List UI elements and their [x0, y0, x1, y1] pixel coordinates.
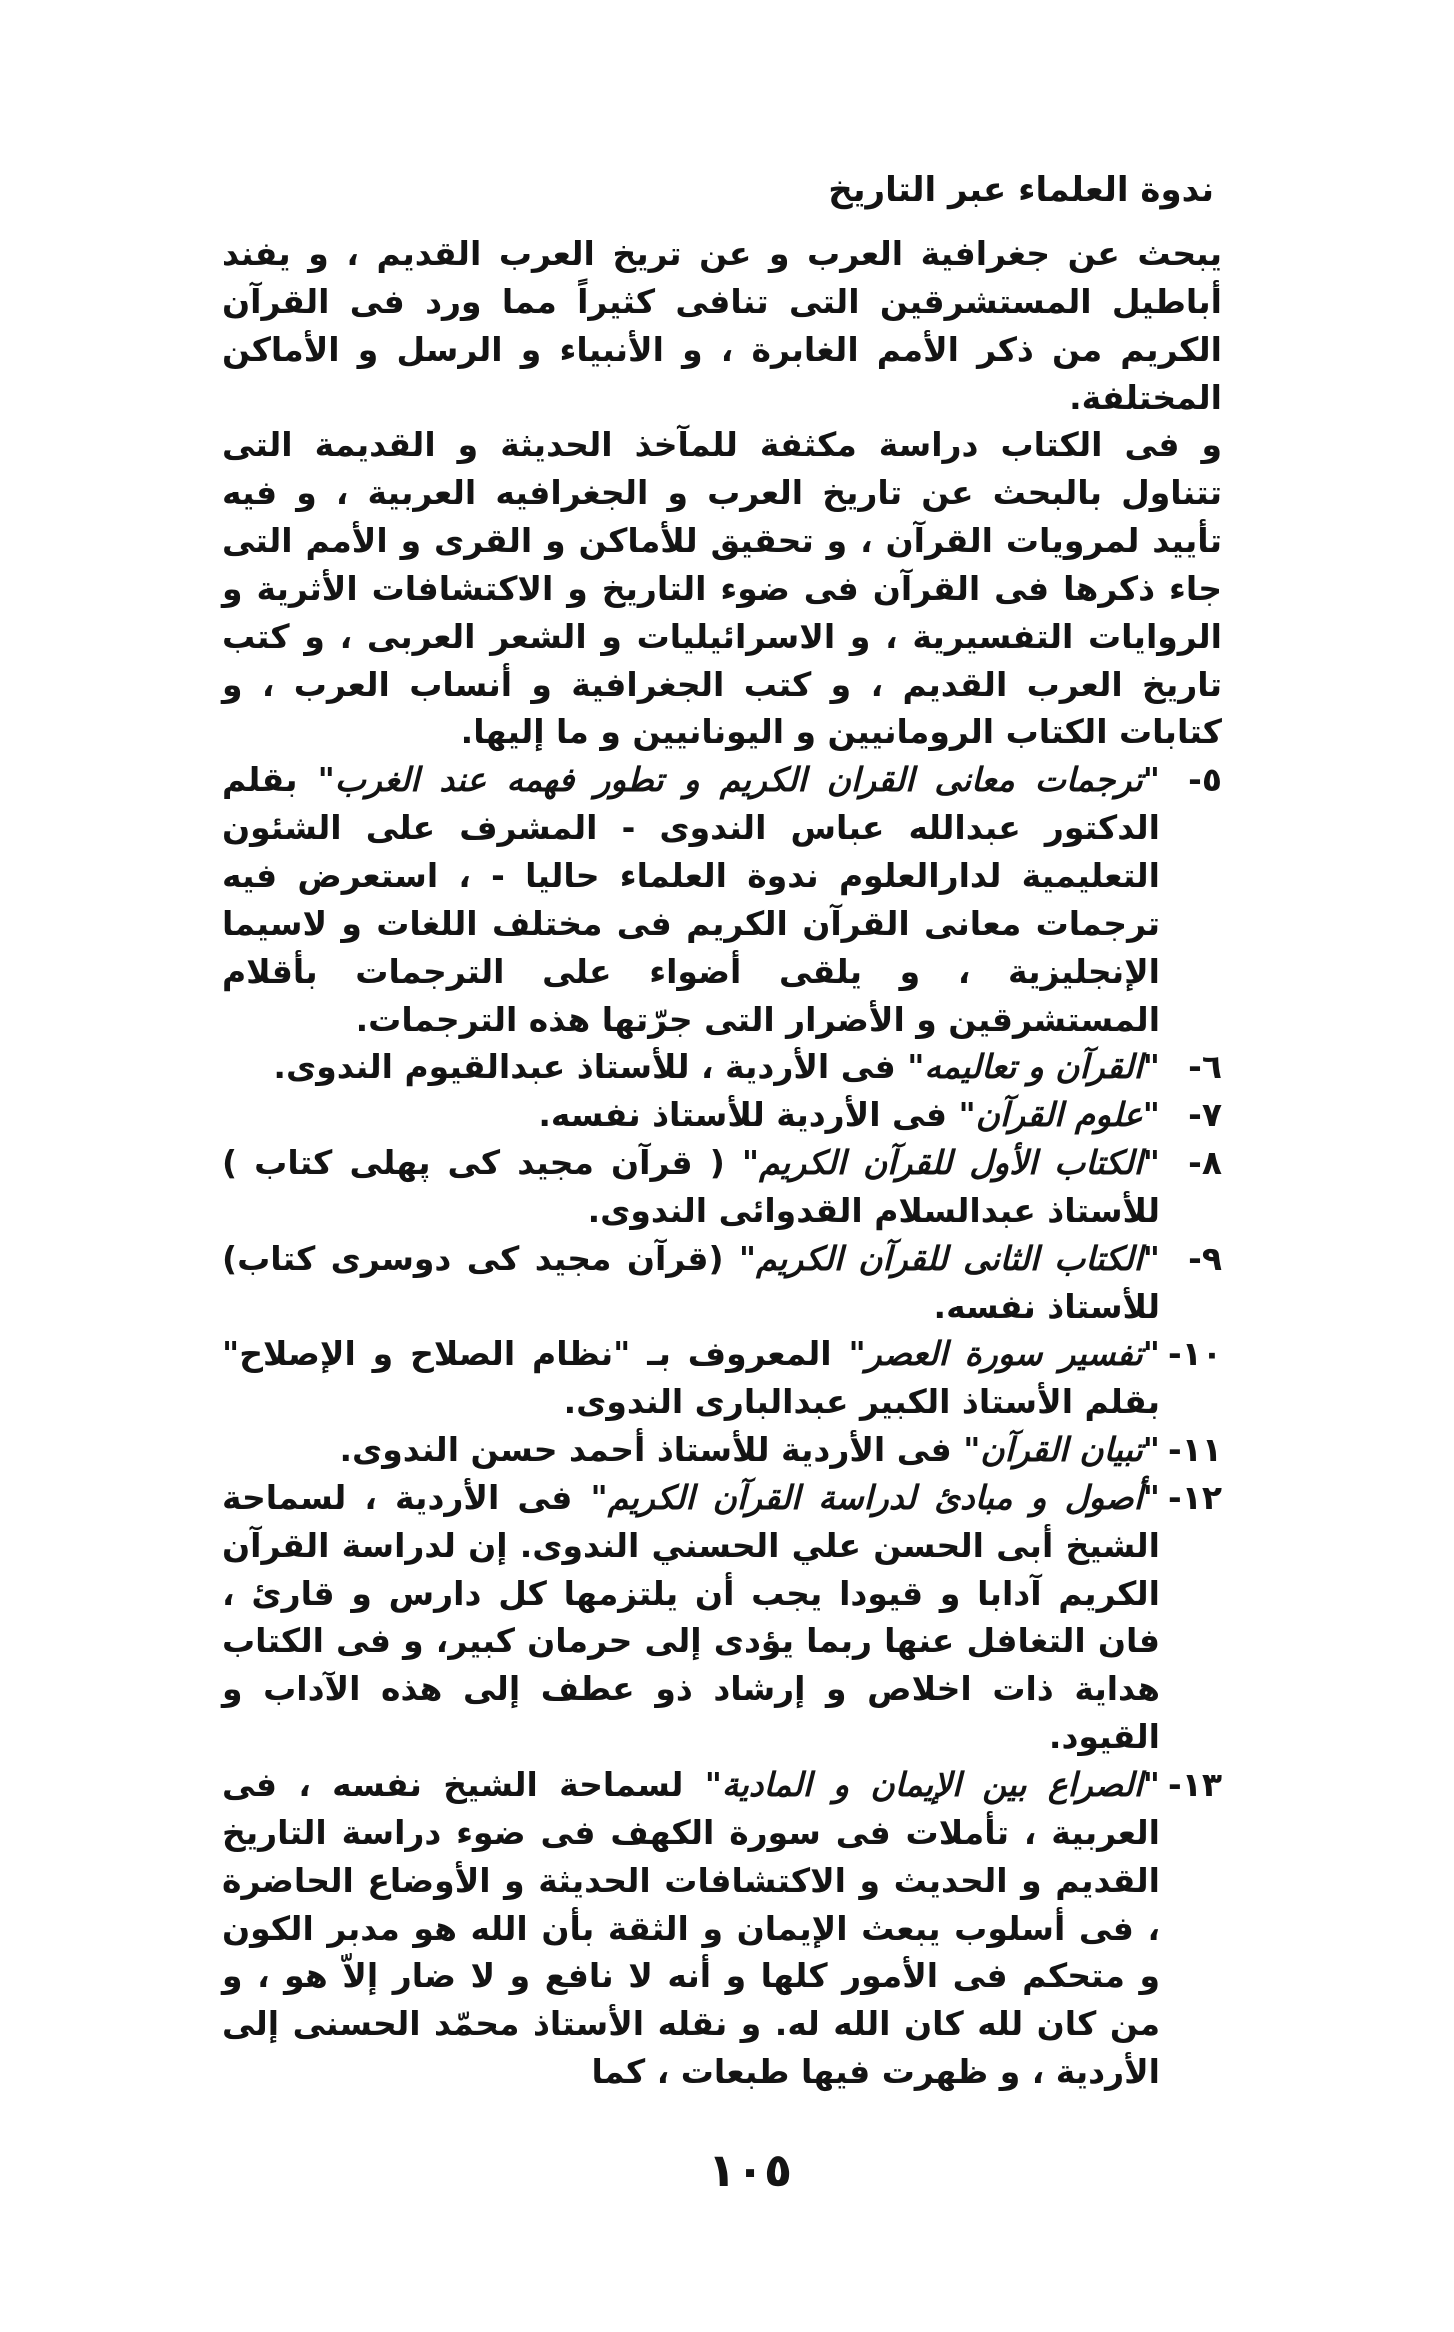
list-item — [222, 1761, 1222, 2096]
item-text — [222, 756, 1160, 1043]
item-text — [222, 1474, 1160, 1761]
item-description: بقلم الدكتور عبدالله عباس الندوى - المشرف على الشئون التعليمية لدارالعلوم ندوة العلماء حاليا - ، استعرض فيه ترجمات معانى القرآن الكريم فى مختلف اللغات و لاسيما الإنجليزية ، و يلقى أضواء على الترجمات بأقلام المستشرقين و الأضرار التى جرّتها هذه الترجمات. — [222, 760, 1160, 1039]
item-number: ١٢- — [1168, 1477, 1222, 1517]
item-description: (قرآن مجيد كى دوسرى كتاب) للأستاذ نفسه. — [222, 1238, 1160, 1326]
item-description: فى الأردية للأستاذ نفسه. — [538, 1095, 959, 1135]
item-title: "ترجمات معانى القران الكريم و تطور فهمه عند الغرب" — [317, 760, 1160, 800]
item-text — [222, 1043, 1160, 1091]
paragraph: يبحث عن جغرافية العرب و عن تريخ العرب القديم ، و يفند أباطيل المستشرقين التى تنافى كثيراً مما ورد فى القرآن الكريم من ذكر الأمم الغابرة ، و الأنبياء و الرسل و الأماكن المختلفة. — [222, 234, 1222, 417]
item-description: لسماحة الشيخ نفسه ، فى العربية ، تأملات فى سورة الكهف فى ضوء دراسة التاريخ القديم و الحديث و الاكتشافات الحديثة و الأوضاع الحاضرة ، فى أسلوب يبعث الإيمان و الثقة بأن الله هو مدبر الكون و متحكم فى الأمور كلها و أنه لا نافع و لا ضار إلاّ هو ، و من كان لله كان الله له. و نقله الأستاذ محمّد الحسنى إلى الأردية ، و ظهرت فيها طبعات ، كما — [222, 1765, 1160, 2092]
item-text — [222, 1426, 1160, 1474]
item-number: ١٣- — [1168, 1765, 1222, 1804]
item-description: فى الأردية للأستاذ أحمد حسن الندوى. — [339, 1430, 964, 1470]
item-title: "علوم القرآن" — [958, 1095, 1160, 1135]
item-text — [222, 1235, 1160, 1331]
paragraph: و فى الكتاب دراسة مكثفة للمآخذ الحديثة و القديمة التى تتناول بالبحث عن تاريخ العرب و الجغرافيه العربية ، و فيه تأييد لمرويات القرآن ، و تحقيق للأماكن و القرى و الأمم التى جاء ذكرها فى القرآن فى ضوء التاريخ و الاكتشافات الأثرية و الروايات التفسيرية ، و الاسرائيليات و الشعر العربى ، و كتب تاريخ العرب القديم ، و كتب الجغرافية و أنساب العرب ، و كتابات الكتاب الرومانيين و اليونانيين و ما إليها. — [222, 425, 1222, 752]
list-item — [222, 1426, 1222, 1474]
item-text — [222, 1091, 1160, 1139]
item-text — [222, 1139, 1160, 1235]
item-text — [222, 1761, 1160, 2096]
item-title: "أصول و مبادئ لدراسة القرآن الكريم" — [590, 1477, 1160, 1517]
list-item — [222, 1139, 1222, 1235]
item-number: ٥- — [1188, 760, 1222, 800]
item-number: ١٠- — [1168, 1334, 1222, 1374]
page-number: ١٠٥ — [707, 2143, 793, 2197]
item-description: فى الأردية ، للأستاذ عبدالقيوم الندوى. — [273, 1047, 908, 1087]
item-description: فى الأردية ، لسماحة الشيخ أبى الحسن علي الحسني الندوى. إن لدراسة القرآن الكريم آدابا و قيودا يجب أن يلتزمها كل دارس و قارئ ، فان التغافل عنها ربما يؤدى إلى حرمان كبير، و فى الكتاب هداية ذات اخلاص و إرشاد ذو عطف إلى هذه الآداب و القيود. — [222, 1477, 1160, 1757]
item-title: "الكتاب الأول للقرآن الكريم" — [741, 1143, 1160, 1183]
list-item — [222, 756, 1222, 1043]
item-title: "القرآن و تعاليمه" — [907, 1047, 1160, 1087]
item-number: ٧- — [1188, 1095, 1222, 1135]
list-item — [222, 1235, 1222, 1331]
item-title: "تبيان القرآن" — [963, 1430, 1160, 1470]
list-item — [222, 1043, 1222, 1091]
body-text — [222, 230, 1222, 2096]
item-number: ١١- — [1168, 1430, 1222, 1470]
item-description: المعروف بـ "نظام الصلاح و الإصلاح" بقلم الأستاذ الكبير عبدالبارى الندوى. — [222, 1334, 1160, 1422]
item-title: "الكتاب الثانى للقرآن الكريم" — [738, 1238, 1161, 1278]
list-item — [222, 1474, 1222, 1761]
item-text — [222, 1330, 1160, 1426]
running-header: ندوة العلماء عبر التاريخ — [828, 170, 1214, 210]
list-item — [222, 1330, 1222, 1426]
item-number: ٨- — [1188, 1143, 1222, 1183]
item-description: ( قرآن مجيد كى پهلى كتاب ) للأستاذ عبدالسلام القدوائى الندوى. — [222, 1143, 1160, 1230]
item-title: "الصراع بين الإيمان و المادية" — [704, 1765, 1161, 1804]
item-title: "تفسير سورة العصر" — [848, 1334, 1160, 1374]
item-number: ٦- — [1188, 1047, 1222, 1087]
item-number: ٩- — [1188, 1238, 1222, 1278]
list-item — [222, 1091, 1222, 1139]
